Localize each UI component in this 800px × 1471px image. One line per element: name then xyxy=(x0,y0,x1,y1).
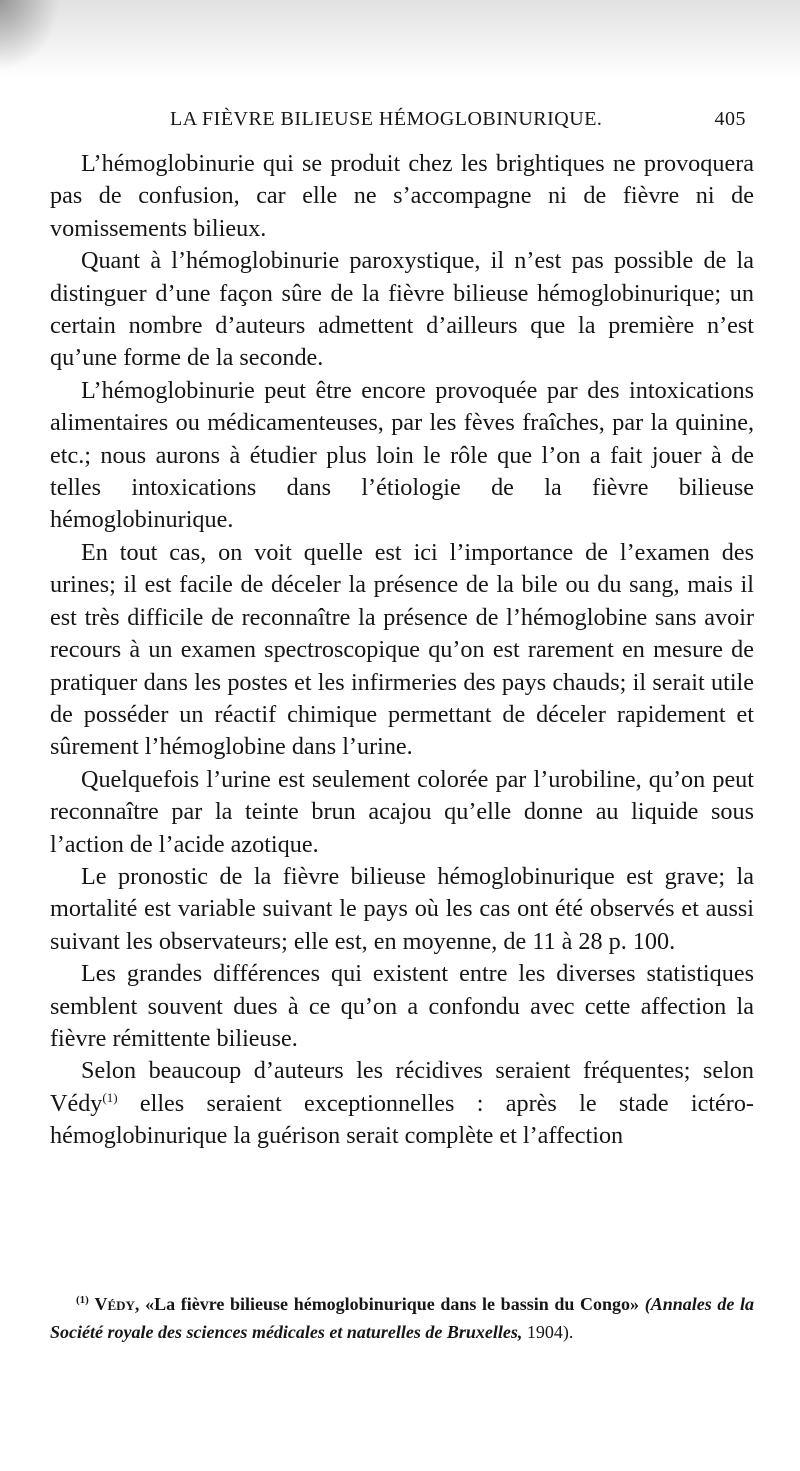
footnote-author: Védy, xyxy=(94,1294,140,1314)
paragraph-last-end: elles seraient exceptionnelles : après le stade ictéro-hémoglobinurique la guérison serait complète et l’affection xyxy=(50,1089,754,1150)
scan-shading xyxy=(0,0,800,80)
running-header xyxy=(50,100,754,140)
paragraph: En tout cas, on voit quelle est ici l’importance de l’examen des urines; il est facile de déceler la présence de la bile ou du sang, mais il est très difficile de reconnaître la présence de l’hémoglobine sans avoir recours à un examen spectroscopique qu’on est rarement en mesure de pratiquer dans les postes et les infirmeries des pays chauds; il serait utile de posséder un réactif chimique permettant de déceler rapidement et sûrement l’hémoglobine dans l’urine. xyxy=(50,538,754,761)
paragraph: Le pronostic de la fièvre bilieuse hémoglobinurique est grave; la mortalité est variable suivant le pays où les cas ont été observés et aussi suivant les observateurs; elle est, en moyenne, de 11 à 28 p. 100. xyxy=(50,862,754,955)
page-number: 405 xyxy=(714,108,746,130)
running-title: LA FIÈVRE BILIEUSE HÉMOGLOBINURIQUE. xyxy=(170,108,603,130)
footnotes xyxy=(50,1290,754,1346)
footnote-year: 1904). xyxy=(526,1322,574,1342)
footnote-title: «La fièvre bilieuse hémoglobinurique dans le bassin du Congo» xyxy=(145,1294,640,1314)
paragraph-last xyxy=(50,1055,754,1152)
footnote-mark: (1) xyxy=(76,1294,89,1306)
paragraph: Quelquefois l’urine est seulement colorée par l’urobiline, qu’on peut reconnaître par la teinte brun acajou qu’elle donne au liquide sous l’action de l’acide azotique. xyxy=(50,765,754,858)
book-page xyxy=(50,100,754,1153)
paragraph: Les grandes différences qui existent entre les diverses statistiques semblent souvent dues à ce qu’on a confondu avec cette affection la fièvre rémittente bilieuse. xyxy=(50,960,754,1052)
footnote-reference[interactable]: (1) xyxy=(102,1089,118,1105)
footnote xyxy=(50,1290,754,1346)
footnote-source: (Annales de la Société royale des sciences médicales et naturelles de Bruxelles, xyxy=(50,1294,755,1342)
body-text xyxy=(50,148,754,1153)
paragraph-last-start: Selon beaucoup d’auteurs les récidives seraient fréquentes; selon Védy xyxy=(50,1057,754,1117)
paragraph: L’hémoglobinurie qui se produit chez les brightiques ne provoquera pas de confusion, car elle ne s’accompagne ni de fièvre ni de vomissements bilieux. xyxy=(50,150,754,242)
paragraph: L’hémoglobinurie peut être encore provoquée par des intoxications alimentaires ou médicamenteuses, par les fèves fraîches, par la quinine, etc.; nous aurons à étudier plus loin le rôle que l’on a fait jouer à de telles intoxications dans l’étiologie de la fièvre bilieuse hémoglobinurique. xyxy=(50,376,754,534)
scan-corner-shadow xyxy=(0,0,60,70)
paragraph: Quant à l’hémoglobinurie paroxystique, il n’est pas possible de la distinguer d’une façon sûre de la fièvre bilieuse hémoglobinurique; un certain nombre d’auteurs admettent d’ailleurs que la première n’est qu’une forme de la seconde. xyxy=(50,247,754,372)
